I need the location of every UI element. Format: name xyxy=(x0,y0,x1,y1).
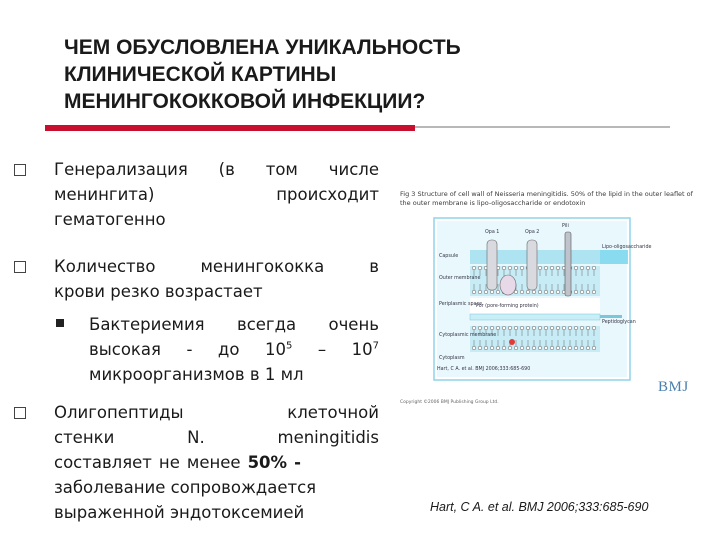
lipid-head xyxy=(580,346,584,350)
word: Бактериемия xyxy=(89,315,205,334)
label-opa-2: Opa 2 xyxy=(525,230,540,235)
bullet-1-line-3: гематогенно xyxy=(54,210,166,229)
word: не xyxy=(158,453,180,472)
exponent: 7 xyxy=(372,340,379,352)
lipid-head xyxy=(592,326,596,330)
lipid-head xyxy=(478,266,482,270)
word: - xyxy=(186,340,193,359)
lipid-head xyxy=(592,266,596,270)
lipid-head xyxy=(520,326,524,330)
lipid-head xyxy=(574,346,578,350)
word: - xyxy=(294,453,301,472)
lipid-head xyxy=(532,326,536,330)
lipid-head xyxy=(502,346,506,350)
lipid-head xyxy=(574,266,578,270)
lipid-head xyxy=(544,346,548,350)
lipid-head xyxy=(586,346,590,350)
word: Количество xyxy=(54,257,156,276)
lipid-head xyxy=(508,326,512,330)
word: менингита) xyxy=(54,185,155,204)
lipid-head xyxy=(538,290,542,294)
lipid-head xyxy=(574,290,578,294)
lipid-head xyxy=(538,346,542,350)
label-capsule: Capsule xyxy=(439,254,459,259)
word: всегда xyxy=(236,315,297,334)
lipid-head xyxy=(544,326,548,330)
title-line-1: ЧЕМ ОБУСЛОВЛЕНА УНИКАЛЬНОСТЬ xyxy=(64,36,461,59)
lipid-head xyxy=(496,290,500,294)
bullet-3-line-4: заболевание сопровождается xyxy=(54,478,317,497)
peptidoglycan-pointer xyxy=(600,315,622,318)
lipid-head xyxy=(538,266,542,270)
lipid-head xyxy=(586,326,590,330)
lipid-head xyxy=(532,290,536,294)
lipid-head xyxy=(496,326,500,330)
figure-copyright: Copyright ©2006 BMJ Publishing Group Ltd. xyxy=(400,400,499,405)
citation: Hart, C A. et al. BMJ 2006;333:685-690 xyxy=(430,500,649,514)
word: N. xyxy=(187,428,205,447)
word: Олигопептиды xyxy=(54,403,184,422)
lipid-head xyxy=(502,326,506,330)
word: (в xyxy=(218,160,235,179)
lipid-head xyxy=(472,266,476,270)
lipo-oligosaccharide-strip xyxy=(600,250,628,264)
lipid-head xyxy=(550,266,554,270)
word: очень xyxy=(328,315,379,334)
bullet-3-line-5: выраженной эндотоксемией xyxy=(54,503,305,522)
lipid-head xyxy=(484,346,488,350)
opa-protein-2 xyxy=(527,240,537,290)
word: том xyxy=(265,160,298,179)
word: Генерализация xyxy=(54,160,188,179)
base: 10 xyxy=(264,340,286,359)
lipid-head xyxy=(514,346,518,350)
word: – xyxy=(317,340,327,359)
label-por: Por (pore-forming protein) xyxy=(476,304,539,309)
lipid-head xyxy=(580,290,584,294)
lipid-head xyxy=(490,290,494,294)
lipid-head xyxy=(556,346,560,350)
figure-caption: Fig 3 Structure of cell wall of Neisseria meningitidis. 50% of the lipid in the outer leaflet of the outer membrane is lipo-oligosaccharide or endotoxin xyxy=(400,190,693,207)
word: высокая xyxy=(89,340,161,359)
lipid-head xyxy=(526,326,530,330)
lipid-head xyxy=(478,290,482,294)
word: менее xyxy=(186,453,241,472)
lipid-head xyxy=(520,266,524,270)
lipid-head xyxy=(472,326,476,330)
lipid-head xyxy=(556,326,560,330)
opa-protein-1 xyxy=(487,240,497,290)
lipid-head xyxy=(538,326,542,330)
lipid-head xyxy=(568,346,572,350)
bmj-logo: BMJ xyxy=(658,379,689,395)
label-peptidoglycan: Peptidoglycan xyxy=(602,320,636,325)
lipid-head xyxy=(490,346,494,350)
lipid-head xyxy=(550,326,554,330)
lipid-head xyxy=(514,326,518,330)
lipid-head xyxy=(556,266,560,270)
label-outer-membrane: Outer membrane xyxy=(439,276,481,281)
lipid-head xyxy=(580,266,584,270)
word: meningitidis xyxy=(277,428,379,447)
title-line-3: МЕНИНГОКОККОВОЙ ИНФЕКЦИИ? xyxy=(64,90,426,113)
word: составляет xyxy=(54,453,152,472)
exponent: 5 xyxy=(285,340,293,352)
word: в xyxy=(369,257,379,276)
lipid-head xyxy=(514,266,518,270)
lipid-head xyxy=(580,326,584,330)
word: стенки xyxy=(54,428,115,447)
lipid-head xyxy=(478,326,482,330)
lipid-head xyxy=(526,290,530,294)
word: до xyxy=(217,340,240,359)
lipid-head xyxy=(496,346,500,350)
lipid-head xyxy=(562,326,566,330)
lipid-head xyxy=(484,326,488,330)
word: числе xyxy=(328,160,379,179)
lipid-head xyxy=(478,346,482,350)
lipid-head xyxy=(472,346,476,350)
lipid-head xyxy=(532,346,536,350)
lipid-head xyxy=(544,266,548,270)
lipid-head xyxy=(586,266,590,270)
highlight-percent: 50% xyxy=(247,453,288,472)
bullet-2-line-2: крови резко возрастает xyxy=(54,282,263,301)
lipid-head xyxy=(472,290,476,294)
label-opa-1: Opa 1 xyxy=(485,230,500,235)
lipid-head xyxy=(568,326,572,330)
lipid-head xyxy=(526,346,530,350)
lipid-head xyxy=(520,346,524,350)
por-protein xyxy=(500,275,516,295)
label-pili: Pili xyxy=(562,224,569,229)
peptidoglycan-band xyxy=(470,314,600,320)
figure-reference: Hart, C A. et al. BMJ 2006;333:685-690 xyxy=(437,367,531,372)
sub-bullet-line-3: микроорганизмов в 1 мл xyxy=(89,365,304,384)
lipid-head xyxy=(592,290,596,294)
lipid-head xyxy=(562,346,566,350)
word: менингококка xyxy=(200,257,325,276)
pili-protein xyxy=(565,232,571,296)
label-lipo-oligosaccharide: Lipo-oligosaccharide xyxy=(602,245,652,250)
lipid-head xyxy=(556,290,560,294)
lipid-head xyxy=(574,326,578,330)
label-cytoplasmic-membrane: Cytoplasmic membrane xyxy=(439,333,497,338)
title-line-2: КЛИНИЧЕСКОЙ КАРТИНЫ xyxy=(64,63,337,86)
lipid-head xyxy=(502,266,506,270)
lipid-head xyxy=(484,290,488,294)
lipid-head xyxy=(520,290,524,294)
word: клеточной xyxy=(287,403,379,422)
lipid-head xyxy=(592,346,596,350)
red-protein-marker xyxy=(509,339,515,345)
label-periplasmic-space: Periplasmic space xyxy=(439,302,483,307)
lipid-head xyxy=(586,290,590,294)
lipid-head xyxy=(550,290,554,294)
base: 10 xyxy=(351,340,373,359)
lipid-head xyxy=(550,346,554,350)
lipid-head xyxy=(508,346,512,350)
word: происходит xyxy=(276,185,379,204)
lipid-head xyxy=(544,290,548,294)
cytoplasm-band xyxy=(470,353,600,367)
label-cytoplasm: Cytoplasm xyxy=(439,356,465,361)
lipid-head xyxy=(490,326,494,330)
lipid-head xyxy=(508,266,512,270)
